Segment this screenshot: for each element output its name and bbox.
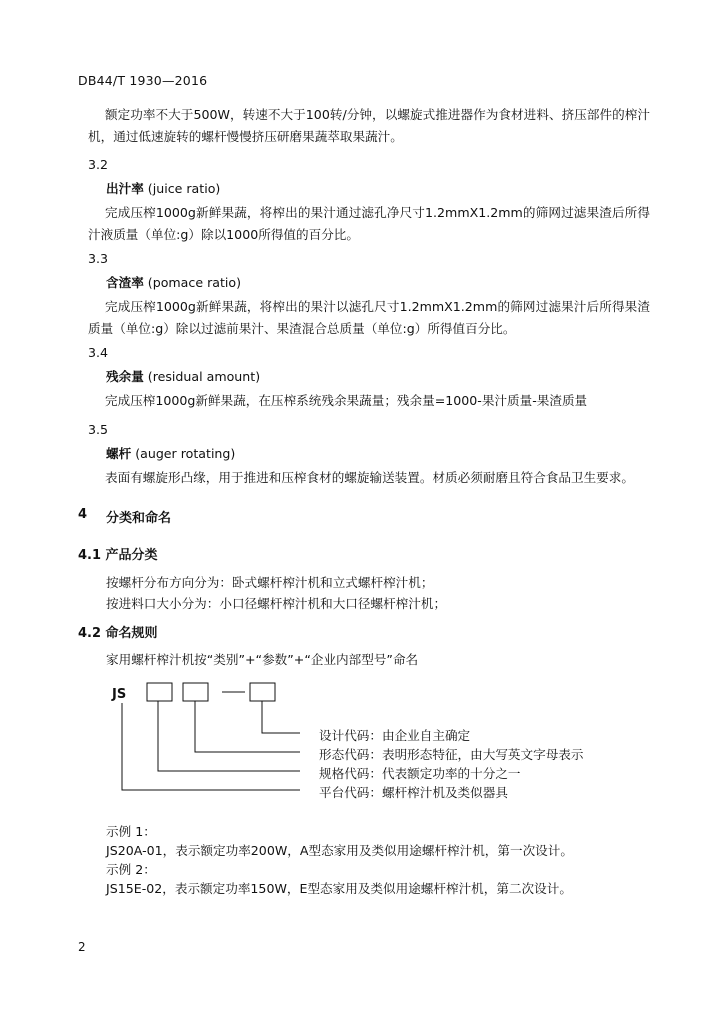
spec-code-box xyxy=(147,683,172,701)
intro-paragraph: 额定功率不大于500W，转速不大于100转/分钟，以螺旋式推进器作为食材进料、挤压部件的榨汁机，通过低速旋转的螺杆慢慢挤压研磨果蔬萃取果蔬汁。 xyxy=(88,107,650,144)
term-definition: 完成压榨1000g新鲜果蔬，将榨出的果汁以滤孔尺寸1.2mmX1.2mm的筛网过滤果汁后所得果渣质量（单位:g）除以过滤前果汁、果渣混合总质量（单位:g）所得值百分比。 xyxy=(88,299,650,336)
section-4-title: 分类和命名 xyxy=(106,511,172,526)
term-number: 3.4 xyxy=(88,345,109,360)
spec-code-label: 规格代码：代表额定功率的十分之一 xyxy=(319,766,521,781)
term-name: 残余量 xyxy=(106,369,144,384)
design-code-label: 设计代码：由企业自主确定 xyxy=(319,728,471,743)
term-definition: 表面有螺旋形凸缘，用于推进和压榨食材的螺旋输送装置。材质必须耐磨且符合食品卫生要求。 xyxy=(105,470,634,485)
example-label: 示例 1： xyxy=(106,824,156,839)
form-code-label: 形态代码：表明形态特征，由大写英文字母表示 xyxy=(319,747,584,762)
platform-code-connector xyxy=(122,703,300,790)
page-number: 2 xyxy=(78,940,86,954)
section-4-number: 4 xyxy=(78,507,88,522)
term-english: (pomace ratio) xyxy=(147,275,242,290)
classification-line: 按进料口大小分为：小口径螺杆榨汁机和大口径螺杆榨汁机； xyxy=(106,596,447,611)
term-english: (juice ratio) xyxy=(147,181,221,196)
naming-rule-intro: 家用螺杆榨汁机按“类别”+“参数”+“企业内部型号”命名 xyxy=(106,652,419,667)
section-4-1-title: 4.1 产品分类 xyxy=(78,548,158,563)
term-english: (residual amount) xyxy=(147,369,261,384)
term-english: (auger rotating) xyxy=(135,446,236,461)
platform-code-label: 平台代码：螺杆榨汁机及类似器具 xyxy=(319,785,508,800)
term-name: 出汁率 xyxy=(106,181,144,196)
term-definition: 完成压榨1000g新鲜果蔬，在压榨系统残余果蔬量；残余量=1000-果汁质量-果渣质量 xyxy=(105,393,588,408)
term-definition: 完成压榨1000g新鲜果蔬，将榨出的果汁通过滤孔净尺寸1.2mmX1.2mm的筛网过滤果渣后所得汁液质量（单位:g）除以1000所得值的百分比。 xyxy=(88,205,650,242)
spec-code-connector xyxy=(158,701,300,771)
classification-line: 按螺杆分布方向分为：卧式螺杆榨汁机和立式螺杆榨汁机； xyxy=(106,575,434,590)
example-text: JS20A-01，表示额定功率200W，A型态家用及类似用途螺杆榨汁机，第一次设计。 xyxy=(106,843,573,858)
design-code-connector xyxy=(262,701,300,733)
design-code-box xyxy=(250,683,275,701)
form-code-box xyxy=(183,683,208,701)
term-number: 3.5 xyxy=(88,422,109,437)
term-number: 3.2 xyxy=(88,157,109,172)
example-label: 示例 2： xyxy=(106,862,156,877)
term-name: 螺杆 xyxy=(106,446,132,461)
form-code-connector xyxy=(195,701,300,752)
example-text: JS15E-02，表示额定功率150W，E型态家用及类似用途螺杆榨汁机，第二次设计。 xyxy=(106,881,572,896)
term-number: 3.3 xyxy=(88,251,109,266)
section-4-2-title: 4.2 命名规则 xyxy=(78,626,158,641)
document-header-code: DB44/T 1930—2016 xyxy=(78,73,208,88)
term-name: 含渣率 xyxy=(106,275,144,290)
diagram-prefix: JS xyxy=(112,687,127,702)
